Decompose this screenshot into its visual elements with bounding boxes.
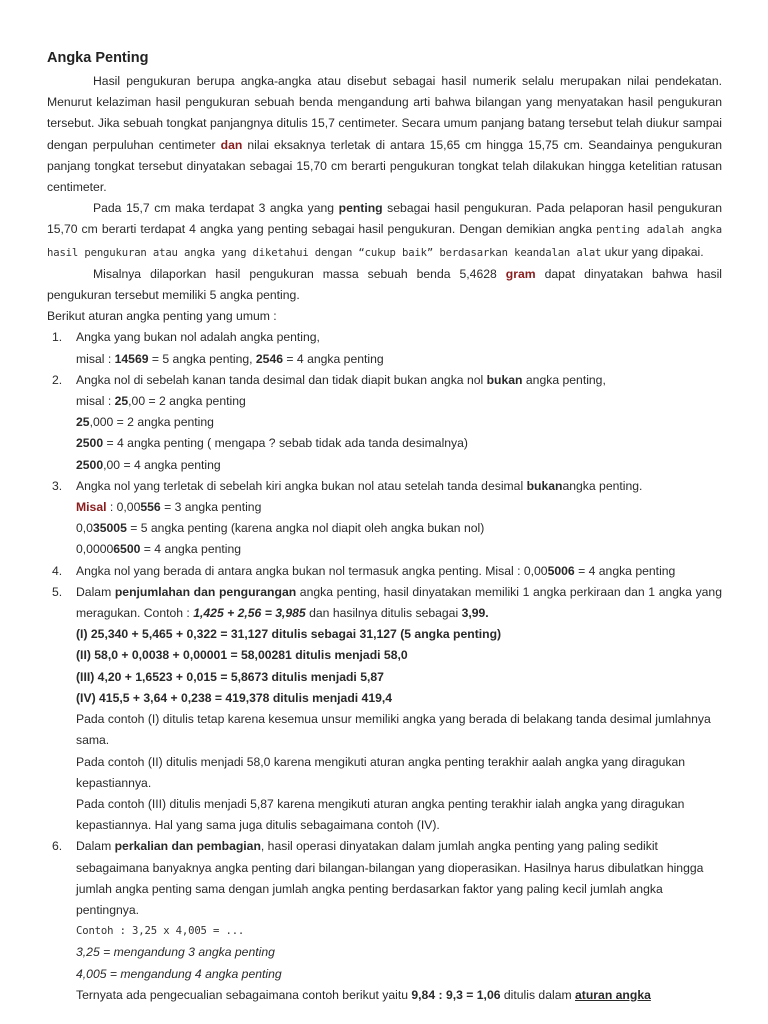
rule-5: 5. Dalam penjumlahan dan pengurangan angka penting, hasil dinyatakan memiliki 1 angka perkiraan dan 1 angka yang meragukan. Contoh : 1,425 + 2,56 = 3,985 dan hasilnya ditulis sebagai 3,99. (I) 25,340 + 5,465 + 0,322 = 31,127 ditulis sebagai 31,127 (5 angka penting) (II) 58,0 + 0,0038 + 0,00001 = 58,00281 ditulis menjadi 58,0 (III) 4,20 + 1,6523 + 0,015 = 5,8673 ditulis menjadi 5,87 (IV) 415,5 + 3,64 + 0,238 = 419,378 ditulis menjadi 419,4 Pada contoh (I) ditulis tetap karena kesemua unsur memiliki angka yang berada di belakang tanda desimal jumlahnya sama. Pada contoh (II) ditulis menjadi 58,0 karena mengikuti aturan angka penting terakhir aalah angka yang diragukan kepastiannya. Pada contoh (III) ditulis menjadi 5,87 karena mengikuti aturan angka penting terakhir ialah angka yang diragukan kepastiannya. Hal yang sama juga ditulis sebagaimana contoh (IV). — [47, 582, 722, 836]
rule-6: 6. Dalam perkalian dan pembagian, hasil operasi dinyatakan dalam jumlah angka penting yang paling sedikit sebagaimana banyaknya angka penting dari bilangan-bilangan yang dioperasikan. Hasilnya harus dibulatkan hingga jumlah angka penting sama dengan jumlah angka penting berdasarkan faktor yang paling kecil jumlah angka pentingnya. Contoh : 3,25 x 4,005 = ... 3,25 = mengandung 3 angka penting 4,005 = mengandung 4 angka penting Ternyata ada pengecualian sebagaimana contoh berikut yaitu 9,84 : 9,3 = 1,06 ditulis dalam aturan angka — [47, 836, 722, 1006]
rules-list — [47, 327, 722, 1006]
rule-3: 3. Angka nol yang terletak di sebelah kiri angka bukan nol atau setelah tanda desimal bukanangka penting. Misal : 0,00556 = 3 angka penting 0,035005 = 5 angka penting (karena angka nol diapit oleh angka bukan nol) 0,00006500 = 4 angka penting — [47, 476, 722, 561]
paragraph-2: Pada 15,7 cm maka terdapat 3 angka yang penting sebagai hasil pengukuran. Pada pelaporan hasil pengukuran 15,70 cm berarti terdapat 4 angka yang penting sebagai hasil pengukuran. Dengan demikian angka penting adalah angka hasil pengukuran atau angka yang diketahui dengan “cukup baik” berdasarkan keandalan alat ukur yang dipakai. — [47, 201, 722, 259]
paragraph-1: Hasil pengukuran berupa angka-angka atau disebut sebagai hasil numerik selalu merupakan nilai pendekatan. Menurut kelaziman hasil pengukuran sebuah benda mengandung arti bahwa bilangan yang menyatakan hasil pengukuran tersebut. Jika sebuah tongkat panjangnya ditulis 15,7 centimeter. Secara umum panjang batang tersebut telah diukur sampai dengan perpuluhan centimeter dan nilai eksaknya terletak di antara 15,65 cm hingga 15,75 cm. Seandainya pengukuran panjang tongkat tersebut dinyatakan sebagai 15,70 cm berarti pengukuran tongkat telah dilakukan hingga ketelitian ratusan centimeter. — [47, 74, 722, 195]
rule-1: 1. Angka yang bukan nol adalah angka penting, misal : 14569 = 5 angka penting, 2546 = 4 angka penting — [47, 327, 722, 369]
list-number: 2. — [52, 372, 63, 387]
paragraph-3: Misalnya dilaporkan hasil pengukuran massa sebuah benda 5,4628 gram dapat dinyatakan bahwa hasil pengukuran tersebut memiliki 5 angka penting. — [47, 266, 722, 303]
page-title: Angka Penting — [47, 50, 149, 66]
document-body — [47, 71, 722, 1006]
example-3: (III) 4,20 + 1,6523 + 0,015 = 5,8673 ditulis menjadi 5,87 — [76, 669, 384, 684]
rules-intro: Berikut aturan angka penting yang umum : — [47, 309, 277, 324]
list-number: 1. — [52, 330, 63, 345]
example-2: (II) 58,0 + 0,0038 + 0,00001 = 58,00281 ditulis menjadi 58,0 — [76, 648, 408, 663]
rule-2: 2. Angka nol di sebelah kanan tanda desimal dan tidak diapit bukan angka nol bukan angka penting, misal : 25,00 = 2 angka penting 25,000 = 2 angka penting 2500 = 4 angka penting ( mengapa ? sebab tidak ada tanda desimalnya) 2500,00 = 4 angka penting — [47, 370, 722, 476]
list-number: 3. — [52, 478, 63, 493]
list-number: 5. — [52, 584, 63, 599]
list-number: 6. — [52, 839, 63, 854]
example-1: (I) 25,340 + 5,465 + 0,322 = 31,127 ditulis sebagai 31,127 (5 angka penting) — [76, 627, 502, 642]
list-number: 4. — [52, 563, 63, 578]
rule-4: 4. Angka nol yang berada di antara angka bukan nol termasuk angka penting. Misal : 0,005006 = 4 angka penting — [47, 561, 722, 582]
example-4: (IV) 415,5 + 3,64 + 0,238 = 419,378 ditulis menjadi 419,4 — [76, 690, 393, 705]
